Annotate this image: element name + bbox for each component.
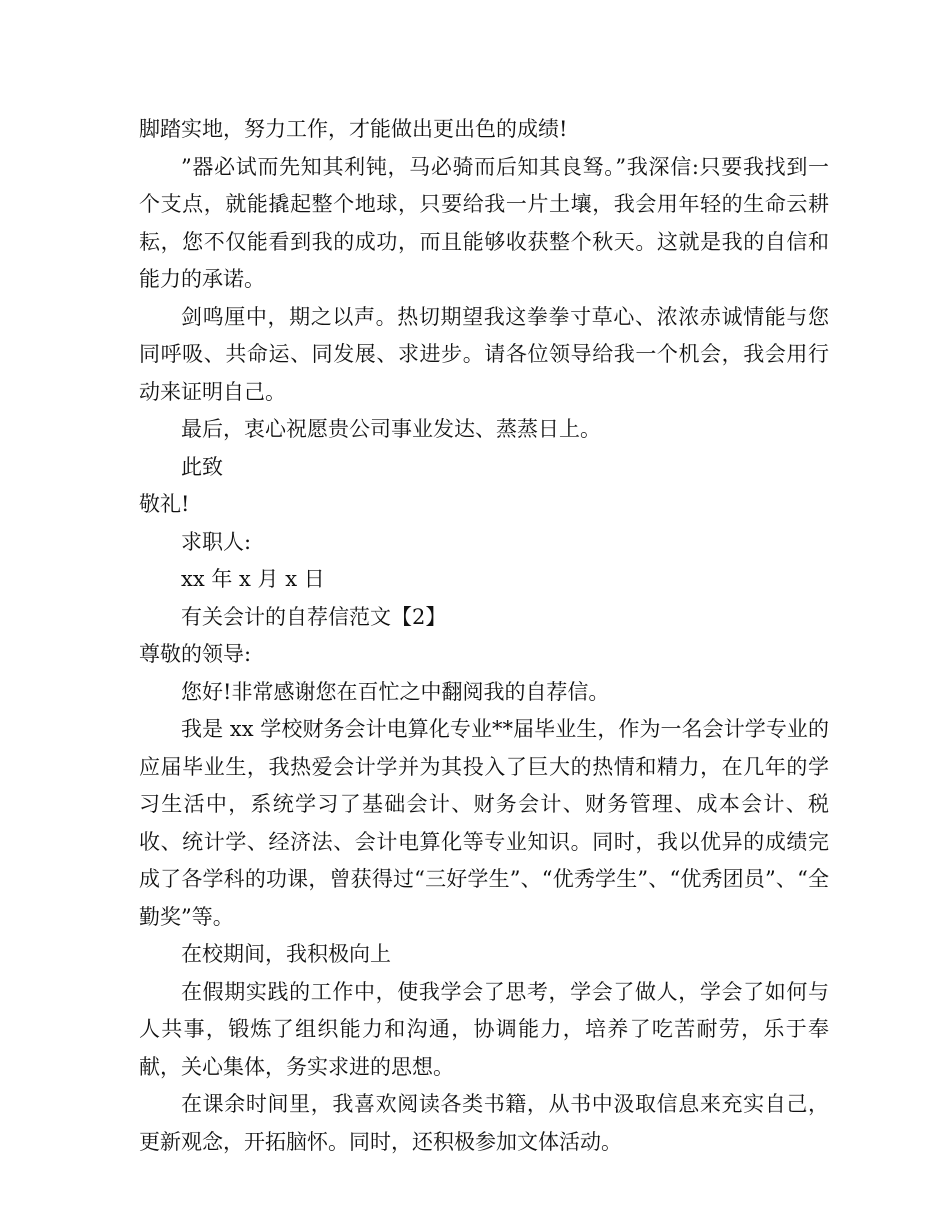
paragraph: 脚踏实地，努力工作，才能做出更出色的成绩!: [139, 117, 568, 141]
paragraph: 最后，衷心祝愿贵公司事业发达、蒸蒸日上。: [181, 417, 601, 441]
greeting: 尊敬的领导:: [139, 642, 252, 666]
paragraph: ”器必试而先知其利钝，马必骑而后知其良驽。”我深信:只要我找到一个支点，就能撬起整个地球，只要给我一片土壤，我会用年轻的生命云耕耘，您不仅能看到我的成功，而且能够收获整个秋天。这就是我的自信和能力的承诺。: [139, 154, 829, 291]
paragraph: 剑鸣厘中，期之以声。热切期望我这拳拳寸草心、浓浓赤诚情能与您同呼吸、共命运、同发展、求进步。请各位领导给我一个机会，我会用行动来证明自己。: [139, 304, 829, 404]
closing-salutation: 此致: [181, 454, 223, 479]
date-line: xx 年 x 月 x 日: [181, 567, 325, 591]
paragraph: 您好!非常感谢您在百忙之中翻阅我的自荐信。: [181, 679, 610, 704]
paragraph: 在校期间，我积极向上: [181, 942, 391, 966]
closing-respect: 敬礼!: [139, 492, 190, 516]
document-body: [139, 111, 829, 1161]
paragraph: 我是 xx 学校财务会计电算化专业**届毕业生，作为一名会计学专业的应届毕业生，我热爱会计学并为其投入了巨大的热情和精力，在几年的学习生活中，系统学习了基础会计、财务会计、财务管理、成本会计、税收、统计学、经济法、会计电算化等专业知识。同时，我以优异的成绩完成了各学科的功课，曾获得过“三好学生”、“优秀学生”、“优秀团员”、“全勤奖”等。: [139, 717, 829, 929]
paragraph: 在假期实践的工作中，使我学会了思考，学会了做人，学会了如何与人共事，锻炼了组织能力和沟通，协调能力，培养了吃苦耐劳，乐于奉献，关心集体，务实求进的思想。: [139, 979, 829, 1079]
paragraph: 在课余时间里，我喜欢阅读各类书籍，从书中汲取信息来充实自己，更新观念，开拓脑怀。同时，还积极参加文体活动。: [139, 1092, 829, 1154]
signature-label: 求职人:: [181, 529, 252, 554]
section-heading: 有关会计的自荐信范文【2】: [181, 604, 447, 629]
